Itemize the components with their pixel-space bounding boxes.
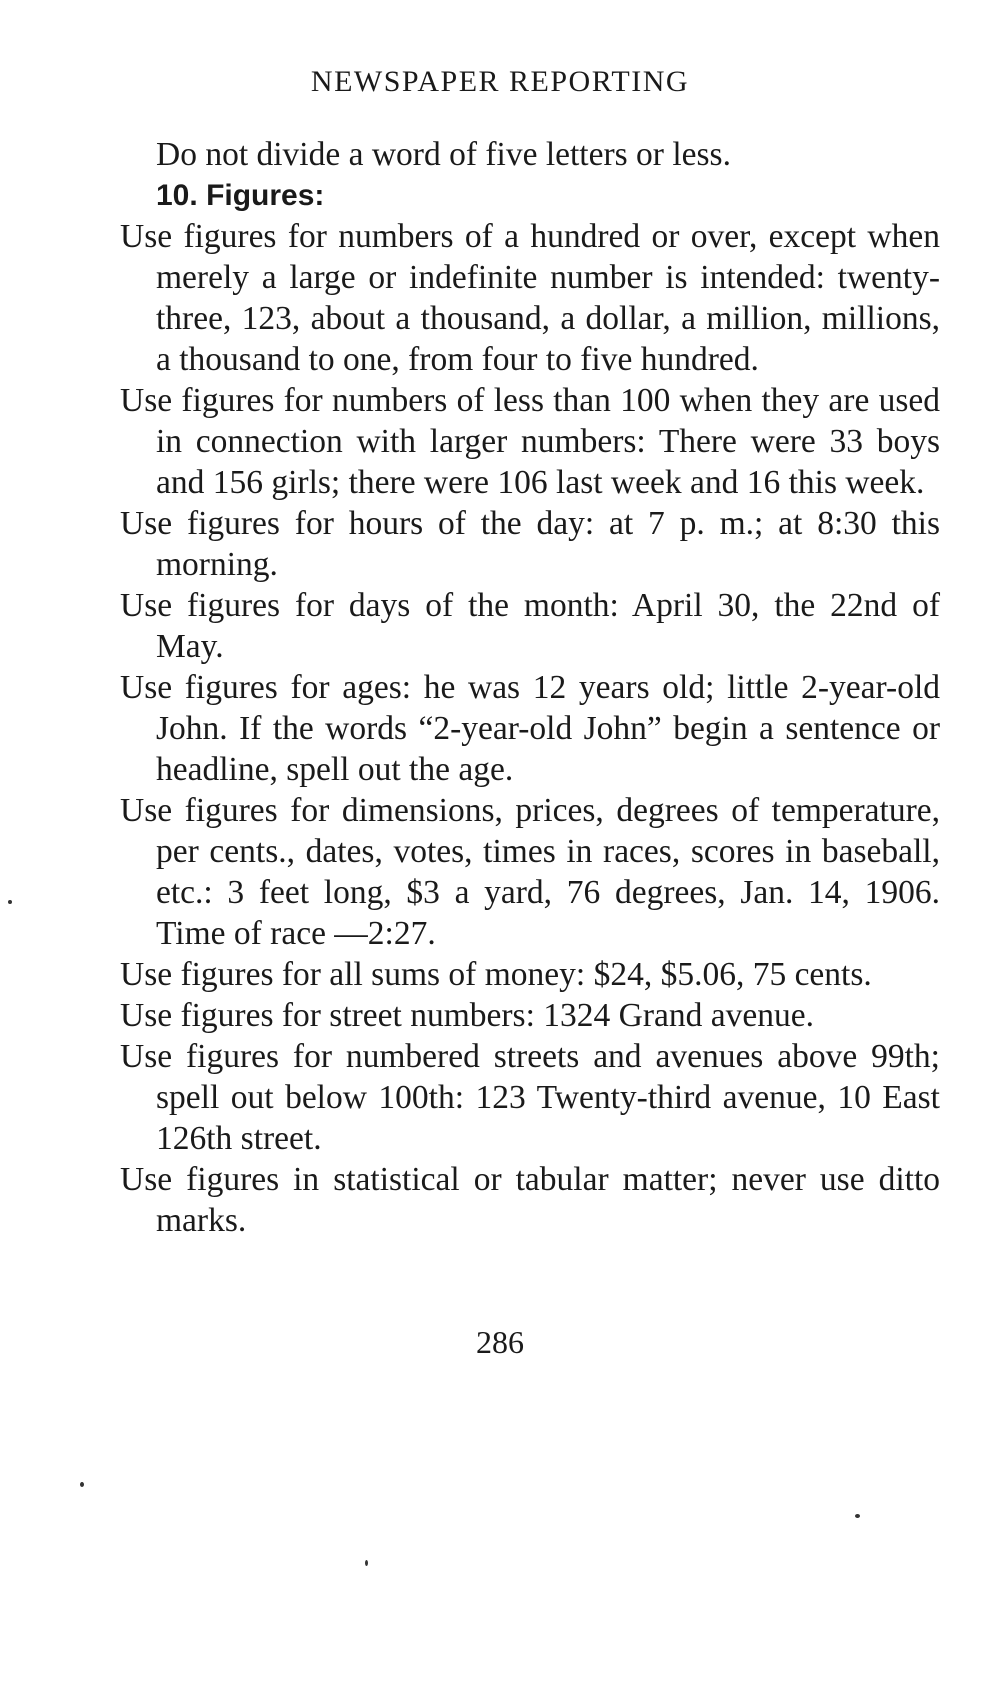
rule-ages: Use figures for ages: he was 12 years old; little 2-year-old John. If the words “2-year-old John” begin a sentence or headline, spell out the age. <box>120 669 940 788</box>
rule-hundreds: Use figures for numbers of a hundred or over, except when merely a large or indefinite number is intended: twenty-three, 123, about a thousand, a dollar, a million, millions, a thousand to one, from four to five hundred. <box>120 218 940 378</box>
rule-days: Use figures for days of the month: April 30, the 22nd of May. <box>120 587 940 665</box>
section-number: 10. <box>156 179 198 212</box>
rule-street-numbers: Use figures for street numbers: 1324 Grand avenue. <box>120 997 814 1034</box>
rule-money: Use figures for all sums of money: $24, $5.06, 75 cents. <box>120 956 872 993</box>
scan-speck <box>855 1514 860 1518</box>
rule-hours: Use figures for hours of the day: at 7 p. m.; at 8:30 this morning. <box>120 505 940 583</box>
section-title: Figures: <box>206 179 325 212</box>
intro-line: Do not divide a word of five letters or less. <box>156 136 731 173</box>
scan-speck <box>80 1482 84 1487</box>
scan-speck <box>365 1560 368 1566</box>
running-head: NEWSPAPER REPORTING <box>310 65 690 98</box>
rule-statistical: Use figures in statistical or tabular matter; never use ditto marks. <box>120 1161 940 1239</box>
rule-small-numbers: Use figures for numbers of less than 100 when they are used in connection with larger numbers: There were 33 boys and 156 girls; there were 106 last week and 16 this week. <box>120 382 940 501</box>
rule-numbered-streets: Use figures for numbered streets and avenues above 99th; spell out below 100th: 123 Twenty-third avenue, 10 East 126th street. <box>120 1038 940 1157</box>
page-number: 286 <box>476 1324 524 1360</box>
section-heading <box>120 175 940 216</box>
scan-speck <box>8 900 12 904</box>
rule-dimensions: Use figures for dimensions, prices, degrees of temperature, per cents., dates, votes, times in races, scores in baseball, etc.: 3 feet long, $3 a yard, 76 degrees, Jan. 14, 1906. Time of race —2:27. <box>120 792 940 952</box>
body-text <box>120 134 940 1241</box>
